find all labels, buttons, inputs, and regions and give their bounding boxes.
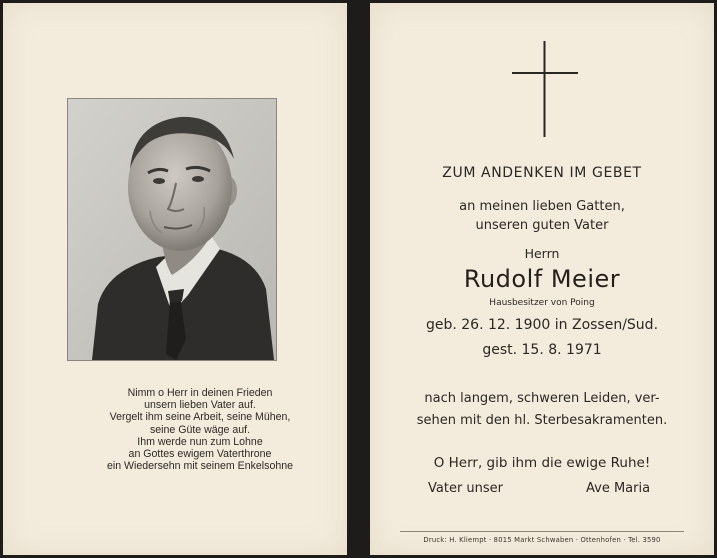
cross-icon [512,41,578,137]
prayer-line: O Herr, gib ihm die ewige Ruhe! [433,455,651,471]
occupation: Hausbesitzer von Poing [489,298,595,308]
poem-line: ein Wiedersehn mit seinem Enkelsohne [106,460,294,473]
poem-line: unsern lieben Vater auf. [144,399,256,412]
right-card [370,3,714,555]
poem-line: Vergelt ihm seine Arbeit, seine Mühen, [109,411,291,424]
prayer-ave-maria: Ave Maria [586,481,651,496]
birth-date: geb. 26. 12. 1900 in Zossen/Sud. [425,317,659,333]
portrait-photo [67,98,277,361]
memorial-heading: ZUM ANDENKEN IM GEBET [442,165,642,181]
prayer-our-father: Vater unser [428,481,504,496]
death-date: gest. 15. 8. 1971 [482,342,602,358]
poem-line: an Gottes ewigem Vaterthrone [128,448,272,461]
honorific: Herrn [524,246,560,261]
printer-imprint: Druck: H. Kliempt · 8015 Markt Schwaben · Ottenhofen · Tel. 3590 [423,536,661,544]
poem-line: Nimm o Herr in deinen Frieden [127,387,273,399]
deceased-name: Rudolf Meier [463,265,621,293]
death-note-line: sehen mit den hl. Sterbesakramenten. [416,413,668,428]
memorial-poem [59,387,341,472]
poem-line: seine Güte wäge auf. [149,423,251,436]
divider [400,531,684,532]
intro-line: unseren guten Vater [475,218,609,233]
left-card [3,3,347,555]
death-note-line: nach langem, schweren Leiden, ver- [424,391,660,406]
portrait-image [68,99,276,360]
intro-line: an meinen lieben Gatten, [459,199,625,214]
poem-line: Ihm werde nun zum Lohne [137,435,263,448]
